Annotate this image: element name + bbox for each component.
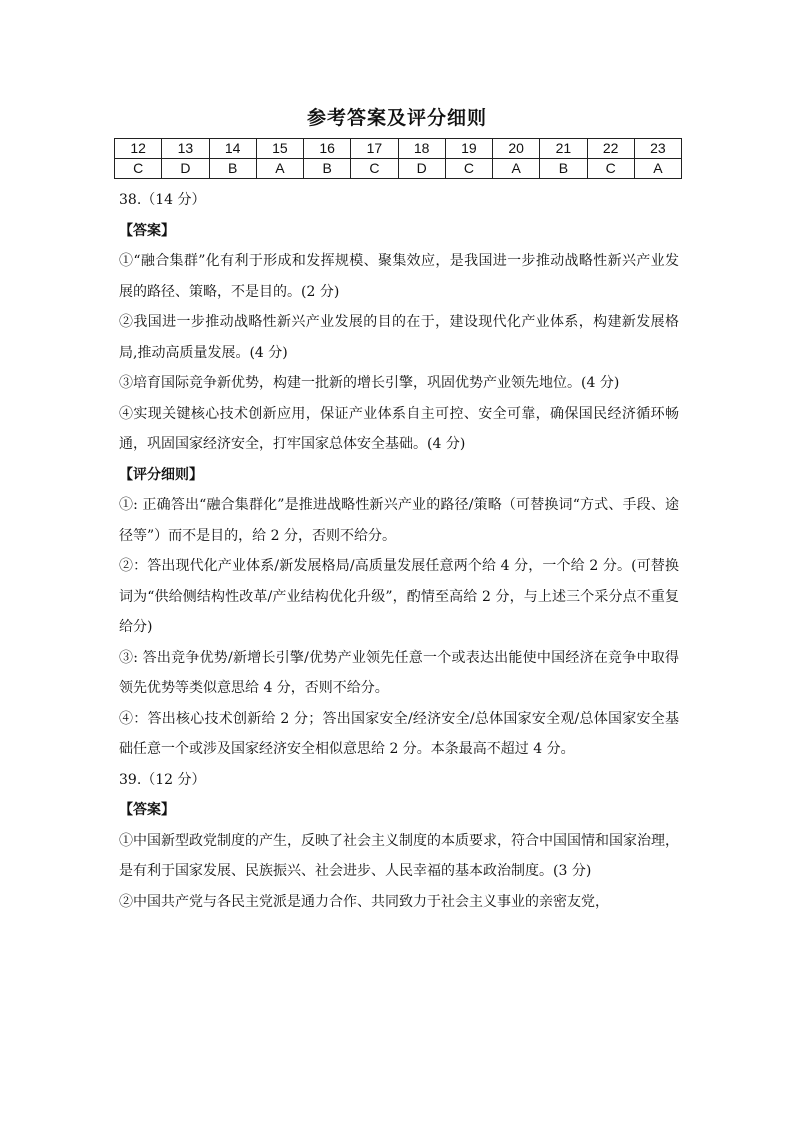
- question-number-cell: 16: [304, 139, 351, 159]
- question-number-cell: 18: [398, 139, 445, 159]
- answer-letter-cell: D: [398, 159, 445, 179]
- answer-letter-cell: C: [351, 159, 398, 179]
- answer-body: [119, 185, 679, 917]
- answer-paragraph: ①: 正确答出“融合集群化”是推进战略性新兴产业的路径/策略（可替换词“方式、手段、途径等”）而不是目的，给 2 分，否则不给分。: [119, 497, 679, 544]
- answer-letter-cell: A: [634, 159, 681, 179]
- answer-paragraph: 39.（12 分）: [119, 771, 206, 788]
- answer-paragraph: 38.（14 分）: [119, 192, 206, 208]
- answer-letter-cell: A: [493, 159, 540, 179]
- answer-paragraph: ④：答出核心技术创新给 2 分；答出国家安全/经济安全/总体国家安全观/总体国家安全基础任意一个或涉及国家经济安全相似意思给 2 分。本条最高不超过 4 分。: [119, 710, 679, 757]
- question-number-cell: 19: [445, 139, 492, 159]
- answer-letter-cell: C: [445, 159, 492, 179]
- question-number-cell: 22: [587, 139, 634, 159]
- answer-paragraph: ④实现关键核心技术创新应用，保证产业体系自主可控、安全可靠，确保国民经济循环畅通，巩固国家经济安全，打牢国家总体安全基础。(4 分): [119, 405, 679, 452]
- answer-paragraph: ②我国进一步推动战略性新兴产业发展的目的在于，建设现代化产业体系，构建新发展格局,推动高质量发展。(4 分): [119, 314, 679, 361]
- answer-table: [114, 138, 682, 179]
- question-number-cell: 17: [351, 139, 398, 159]
- question-number-cell: 20: [493, 139, 540, 159]
- answer-letter-cell: A: [256, 159, 303, 179]
- question-number-cell: 13: [162, 139, 209, 159]
- answer-paragraph: ③培育国际竞争新优势，构建一批新的增长引擎，巩固优势产业领先地位。(4 分): [119, 375, 620, 391]
- section-heading: 【答案】: [119, 222, 175, 239]
- answer-paragraph: ①“融合集群”化有利于形成和发挥规模、聚集效应，是我国进一步推动战略性新兴产业发展的路径、策略，不是目的。(2 分): [119, 253, 679, 300]
- section-heading: 【评分细则】: [119, 466, 203, 483]
- question-number-cell: 14: [209, 139, 256, 159]
- answer-letter-cell: B: [540, 159, 587, 179]
- question-number-cell: 23: [634, 139, 681, 159]
- answer-paragraph: ②中国共产党与各民主党派是通力合作、共同致力于社会主义事业的亲密友党，: [119, 893, 609, 910]
- answer-letter-cell: D: [162, 159, 209, 179]
- answer-letter-cell: C: [115, 159, 162, 179]
- question-number-cell: 12: [115, 139, 162, 159]
- question-number-cell: 21: [540, 139, 587, 159]
- answer-letter-cell: B: [304, 159, 351, 179]
- question-number-row: [115, 139, 682, 159]
- answer-letter-cell: B: [209, 159, 256, 179]
- answer-paragraph: ③: 答出竞争优势/新增长引擎/优势产业领先任意一个或表达出能使中国经济在竞争中取得领先优势等类似意思给 4 分，否则不给分。: [119, 649, 679, 696]
- answer-letter-cell: C: [587, 159, 634, 179]
- section-heading: 【答案】: [119, 802, 175, 818]
- answer-letter-row: [115, 159, 682, 179]
- answer-paragraph: ②：答出现代化产业体系/新发展格局/高质量发展任意两个给 4 分，一个给 2 分。(可替换词为“供给侧结构性改革/产业结构优化升级”，酌情至高给 2 分，与上述三个采分点不重复给分): [119, 558, 679, 635]
- question-number-cell: 15: [256, 139, 303, 159]
- answer-paragraph: ①中国新型政党制度的产生，反映了社会主义制度的本质要求，符合中国国情和国家治理，是有利于国家发展、民族振兴、社会进步、人民幸福的基本政治制度。(3 分): [119, 832, 679, 879]
- page-title: 参考答案及评分细则: [306, 107, 487, 129]
